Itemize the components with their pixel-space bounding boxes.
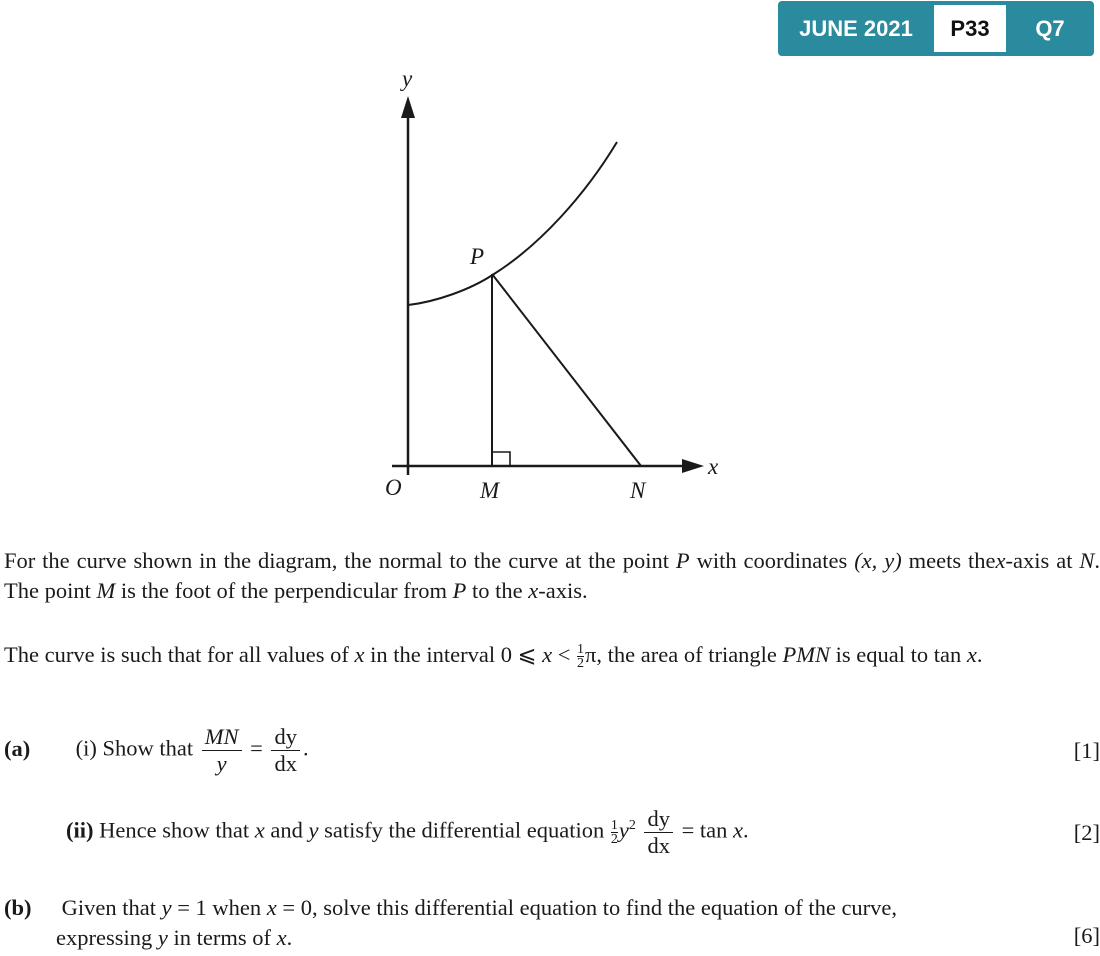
marks-a-ii: [2] — [1073, 820, 1100, 845]
point-N-label: N — [630, 478, 646, 503]
y-axis-label: y — [402, 66, 413, 91]
marks-b: [6] — [1073, 923, 1100, 948]
part-a-i: (a) (i) Show that $\frac{MN}{y}$ = $\frac{dy}{dx}$ . — [4, 724, 309, 776]
half-fraction-2: $\frac{1}{2}$ — [610, 818, 618, 847]
part-b-line-2: expressing y in terms of x. — [56, 925, 293, 950]
fraction-MN-over-y: $\frac{MN}{y}$ — [202, 724, 242, 777]
exam-session: JUNE 2021 — [799, 15, 913, 41]
fraction-dy-dx: $\frac{dy}{dx}$ — [271, 724, 300, 777]
intro-paragraph-2: The curve is such that for all values of x in the interval 0 ⩽ x < $\frac{1}{2}$ π, the area of triangle PMN is equal to tan x. — [4, 642, 983, 672]
right-angle-marker — [492, 452, 510, 466]
part-a-label: (a) — [4, 735, 31, 761]
question-number: Q7 — [1035, 15, 1065, 41]
point-M-label: M — [480, 478, 500, 503]
intro-paragraph-1: For the curve shown in the diagram, the normal to the curve at the point P with coordinates (x, y) meets thex-axis at N. The point M is the foot of the perpendicular from P to the x-axis. — [4, 548, 1100, 603]
marks-a-i: [1] — [1073, 738, 1100, 763]
part-a-i-label: (i) — [75, 735, 97, 761]
part-b-label: (b) — [4, 895, 32, 920]
paper-code: P33 — [934, 5, 1006, 52]
normal-PN — [492, 274, 641, 466]
half-fraction: $\frac{1}{2}$ — [577, 642, 585, 672]
curve — [408, 142, 617, 305]
origin-label: O — [385, 475, 402, 500]
y-axis-arrowhead — [401, 96, 415, 118]
part-a-ii-label: (ii) — [66, 817, 94, 843]
point-P-label: P — [470, 244, 485, 269]
part-b: (b) Given that y = 1 when x = 0, solve this differential equation to find the equation of the curve, — [4, 893, 1100, 923]
x-axis-label: x — [708, 454, 719, 479]
part-a-ii: (ii) Hence show that x and y satisfy the differential equation $\frac{1}{2}$ $y^2$ $\frac{dy}{dx}$ = tan x. — [66, 806, 749, 858]
fraction-dy-dx-2: $\frac{dy}{dx}$ — [644, 806, 673, 859]
x-axis-arrowhead — [682, 459, 704, 473]
